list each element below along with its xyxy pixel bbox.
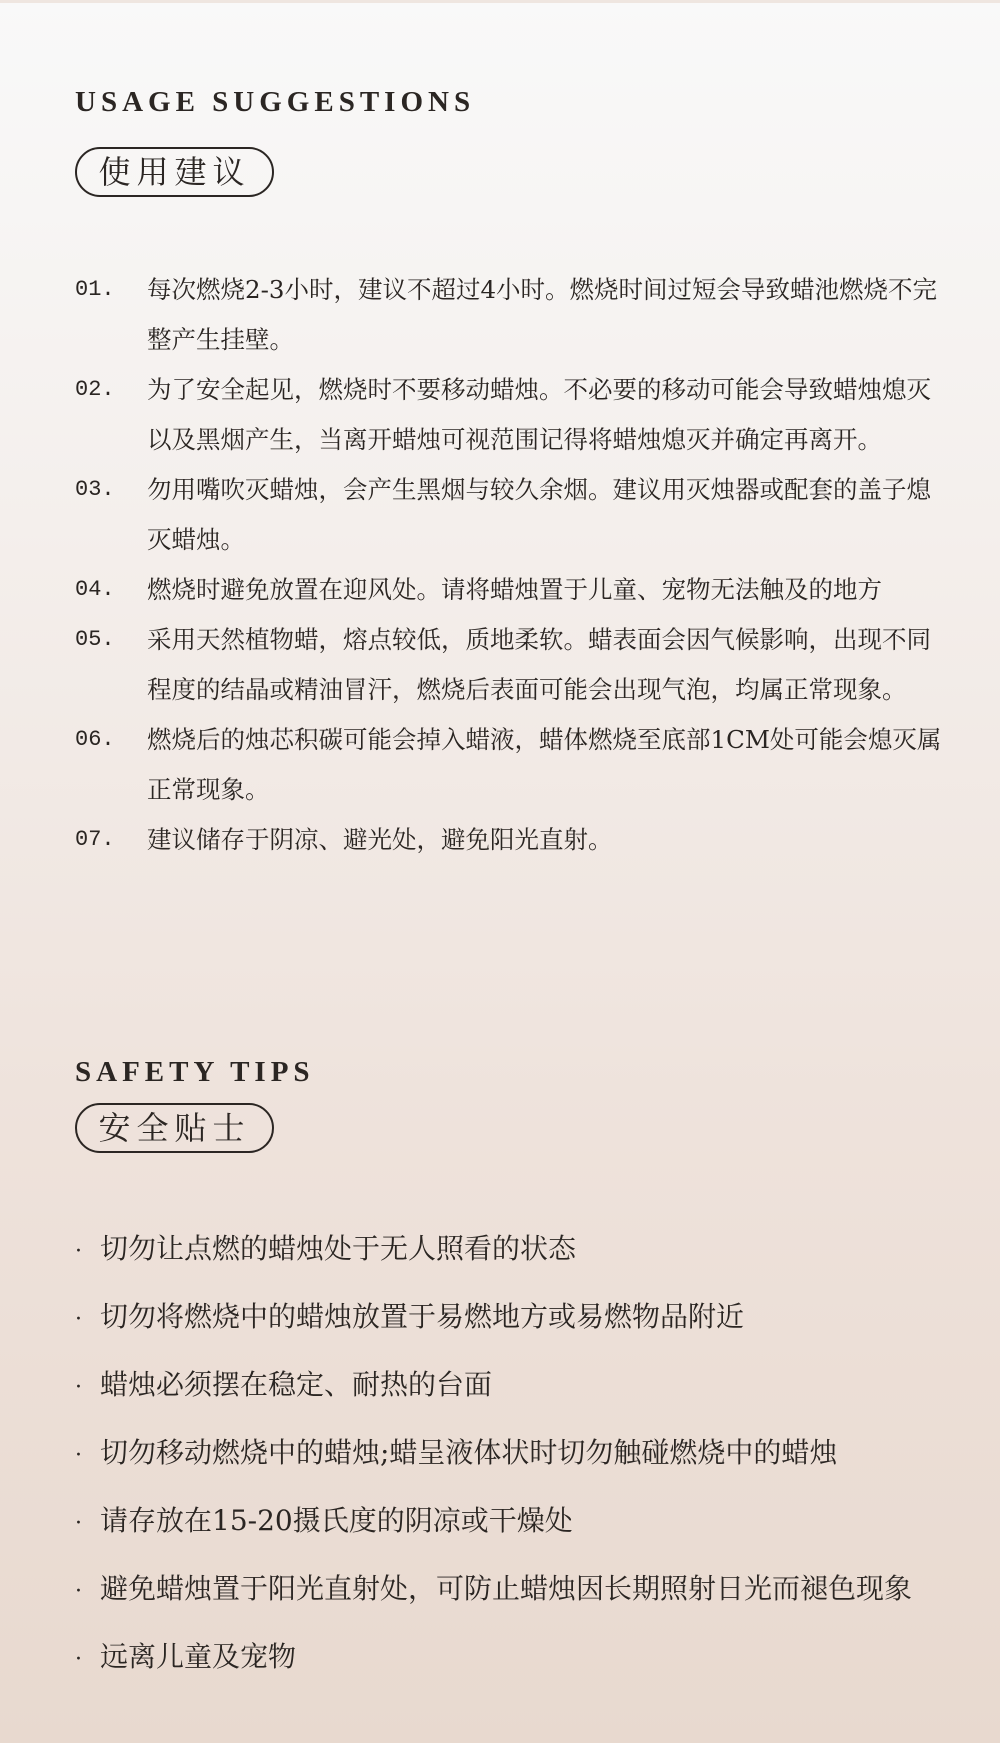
safety-title-pill: 安全贴士 (75, 1103, 274, 1153)
bullet-icon: · (75, 1307, 82, 1332)
bullet-icon: · (75, 1579, 82, 1604)
safety-item (75, 1227, 955, 1295)
safety-list (75, 1227, 955, 1703)
usage-item-number: 03. (75, 477, 115, 502)
usage-item-03 (75, 465, 945, 565)
safety-section (75, 1058, 955, 1153)
usage-item-number: 07. (75, 827, 115, 852)
bullet-icon: · (75, 1647, 82, 1672)
safety-item-text: 远离儿童及宠物 (100, 1640, 297, 1673)
usage-item-text: 每次燃烧2-3小时，建议不超过4小时。燃烧时间过短会导致蜡池燃烧不完整产生挂壁。 (147, 275, 938, 354)
safety-item (75, 1431, 955, 1499)
bullet-icon: · (75, 1375, 82, 1400)
safety-item-text: 避免蜡烛置于阳光直射处，可防止蜡烛因长期照射日光而褪色现象 (100, 1572, 913, 1605)
usage-list-container (75, 265, 955, 865)
bullet-icon: · (75, 1239, 82, 1264)
usage-item-number: 04. (75, 577, 115, 602)
usage-item-text: 为了安全起见，燃烧时不要移动蜡烛。不必要的移动可能会导致蜡烛熄灭以及黑烟产生，当离开蜡烛可视范围记得将蜡烛熄灭并确定再离开。 (147, 375, 931, 454)
usage-item-text: 勿用嘴吹灭蜡烛，会产生黑烟与较久余烟。建议用灭烛器或配套的盖子熄灭蜡烛。 (147, 475, 931, 554)
safety-item (75, 1635, 955, 1703)
usage-item-number: 06. (75, 727, 115, 752)
safety-item (75, 1363, 955, 1431)
safety-item (75, 1567, 955, 1635)
usage-item-06 (75, 715, 945, 815)
usage-item-text: 燃烧时避免放置在迎风处。请将蜡烛置于儿童、宠物无法触及的地方 (147, 575, 882, 604)
safety-item-text: 切勿让点燃的蜡烛处于无人照看的状态 (100, 1232, 577, 1265)
bullet-icon: · (75, 1511, 82, 1536)
usage-item-number: 01. (75, 277, 115, 302)
usage-title-en: USAGE SUGGESTIONS (75, 86, 476, 118)
usage-list (75, 265, 955, 865)
usage-item-07 (75, 815, 945, 865)
safety-title-en: SAFETY TIPS (75, 1056, 315, 1088)
safety-item-text: 蜡烛必须摆在稳定、耐热的台面 (100, 1368, 493, 1401)
safety-item-text: 切勿将燃烧中的蜡烛放置于易燃地方或易燃物品附近 (100, 1300, 745, 1333)
safety-item (75, 1499, 955, 1567)
usage-item-text: 采用天然植物蜡，熔点较低，质地柔软。蜡表面会因气候影响，出现不同程度的结晶或精油冒汗，燃烧后表面可能会出现气泡，均属正常现象。 (147, 625, 931, 704)
usage-title-pill: 使用建议 (75, 147, 274, 197)
usage-section (75, 88, 955, 197)
usage-item-number: 02. (75, 377, 115, 402)
usage-item-number: 05. (75, 627, 115, 652)
top-divider (0, 0, 1000, 3)
safety-item-text: 切勿移动燃烧中的蜡烛;蜡呈液体状时切勿触碰燃烧中的蜡烛 (100, 1436, 838, 1469)
usage-item-02 (75, 365, 945, 465)
safety-list-container (75, 1227, 955, 1703)
safety-item (75, 1295, 955, 1363)
usage-item-04 (75, 565, 945, 615)
usage-item-text: 建议储存于阴凉、避光处，避免阳光直射。 (147, 825, 613, 854)
bullet-icon: · (75, 1443, 82, 1468)
safety-item-text: 请存放在15-20摄氏度的阴凉或干燥处 (100, 1504, 573, 1537)
usage-item-01 (75, 265, 945, 365)
usage-item-05 (75, 615, 945, 715)
usage-item-text: 燃烧后的烛芯积碳可能会掉入蜡液，蜡体燃烧至底部1CM处可能会熄灭属正常现象。 (147, 725, 942, 804)
